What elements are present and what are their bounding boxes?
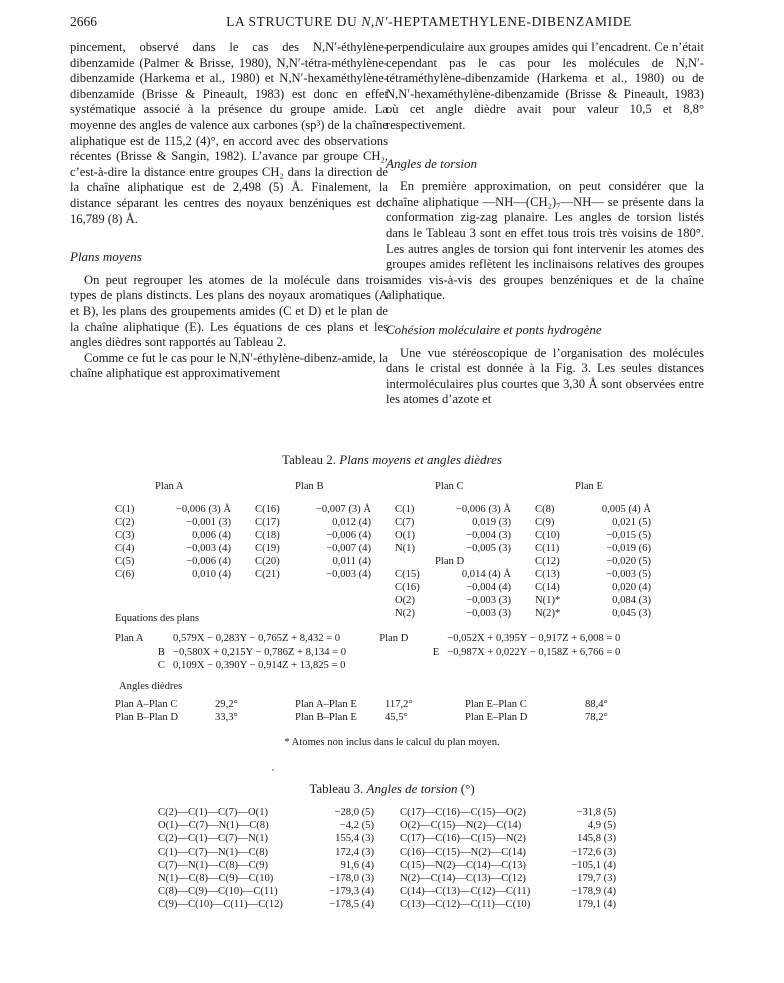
atom-label: O(1) xyxy=(395,530,416,541)
torsion-atoms: C(17)—C(16)—C(15)—N(2) xyxy=(400,833,526,845)
atom-label: N(2)* xyxy=(535,608,561,619)
deviation-row xyxy=(115,529,231,542)
dihedral-label: Plan A–Plan C xyxy=(115,699,178,710)
deviation-value: 0,012 (4) xyxy=(332,517,371,528)
torsion-atoms: C(13)—C(12)—C(11)—C(10) xyxy=(400,899,531,911)
equation-label: Plan A xyxy=(115,633,144,645)
deviation-row xyxy=(535,516,651,529)
torsion-atoms: C(17)—C(16)—C(15)—O(2) xyxy=(400,807,526,818)
deviation-value: −0,004 (3) xyxy=(466,530,511,541)
equation-text: 0,109X − 0,390Y − 0,914Z + 13,825 = 0 xyxy=(173,660,346,672)
deviation-row xyxy=(535,594,651,607)
torsion-value: 145,8 (3) xyxy=(577,833,616,845)
deviation-row xyxy=(115,568,231,581)
table2-caption xyxy=(0,452,784,468)
running-title xyxy=(140,14,718,30)
dihedral-label: Plan B–Plan E xyxy=(295,712,357,723)
atom-label: C(11) xyxy=(535,543,560,554)
atom-label: C(20) xyxy=(255,556,280,567)
equation-label: E xyxy=(432,646,440,658)
equation-text: −0,052X + 0,395Y − 0,917Z + 6,008 = 0 xyxy=(447,633,621,645)
torsion-table-left xyxy=(158,806,374,912)
atom-label: C(12) xyxy=(535,556,560,567)
deviation-row xyxy=(395,529,511,542)
deviation-value: −0,005 (3) xyxy=(466,543,511,554)
deviation-row xyxy=(255,516,371,529)
equation-text: 0,579X − 0,283Y − 0,765Z + 8,432 = 0 xyxy=(173,633,341,645)
title-part: LA STRUCTURE DU xyxy=(226,14,362,29)
atom-label: C(15) xyxy=(395,569,420,580)
atom-label: C(16) xyxy=(255,504,280,515)
deviation-value: −0,003 (3) xyxy=(466,608,511,619)
deviation-value: 0,006 (4) xyxy=(192,530,231,541)
equation-label: Plan D xyxy=(379,633,409,645)
atom-label: C(18) xyxy=(255,530,280,541)
torsion-value: −31,8 (5) xyxy=(576,807,616,818)
deviation-value: −0,015 (5) xyxy=(606,530,651,541)
equation-row xyxy=(115,659,379,672)
paragraph: Comme ce fut le cas pour le N,N′-éthylène-dibenz-amide, la chaîne aliphatique est approximativement xyxy=(70,350,388,381)
equation-row xyxy=(379,632,675,645)
section-heading-plans: Plans moyens xyxy=(70,249,142,265)
deviation-value: −0,006 (4) xyxy=(326,530,371,541)
atom-label: C(14) xyxy=(535,582,560,593)
deviation-row xyxy=(255,555,371,568)
table3-caption xyxy=(0,781,784,797)
torsion-value: 155,4 (3) xyxy=(335,833,374,845)
section-heading-cohesion: Cohésion moléculaire et ponts hydrogène xyxy=(386,321,602,337)
plan-b-heading: Plan B xyxy=(295,481,324,492)
torsion-row xyxy=(158,898,374,911)
dihedral-value: 117,2° xyxy=(385,699,413,710)
atom-label: C(3) xyxy=(115,530,135,541)
deviation-row xyxy=(395,568,511,581)
dihedral-value: 88,4° xyxy=(585,699,608,710)
deviation-row xyxy=(395,581,511,594)
torsion-row xyxy=(158,832,374,845)
torsion-row xyxy=(400,806,616,819)
caption-unit: (°) xyxy=(457,781,475,796)
atom-label: C(17) xyxy=(255,517,280,528)
deviation-value: 0,084 (3) xyxy=(612,595,651,606)
deviation-value: −0,003 (3) xyxy=(466,595,511,606)
deviation-row xyxy=(395,516,511,529)
torsion-atoms: C(9)—C(10)—C(11)—C(12) xyxy=(158,899,283,911)
torsion-row xyxy=(158,859,374,872)
torsion-value: 179,1 (4) xyxy=(577,899,616,911)
deviation-row xyxy=(535,529,651,542)
atom-label: O(2) xyxy=(395,595,416,606)
atom-label: N(1) xyxy=(395,543,416,554)
deviation-value: −0,019 (6) xyxy=(606,543,651,554)
deviation-row xyxy=(535,568,651,581)
deviation-row xyxy=(395,594,511,607)
paragraph: En première approximation, on peut considérer que la chaîne aliphatique —NH—(CH₂)₇—NH— se présente dans la conformation zig-zag planaire. Les angles de torsion listés dans le Tableau 3 sont en effet tous trois très voisins de 180°. Les autres angles de torsion qui font intervenir les atomes des groupes amides reflètent les inclinaisons relatives des groupes amides vis-à-vis des groupes benzéniques et de la chaîne aliphatique. xyxy=(386,179,704,303)
deviation-value: 0,005 (4) Å xyxy=(601,504,651,515)
torsion-value: −178,0 (3) xyxy=(329,873,374,885)
atom-label: C(10) xyxy=(535,530,560,541)
torsion-value: −105,1 (4) xyxy=(571,859,616,871)
deviation-value: −0,006 (3) Å xyxy=(175,504,231,515)
atom-label: N(1)* xyxy=(535,595,561,606)
torsion-atoms: C(8)—C(9)—C(10)—C(11) xyxy=(158,886,278,898)
dihedral-value: 78,2° xyxy=(585,712,608,723)
plan-c-group xyxy=(395,480,511,620)
torsion-row xyxy=(400,846,616,859)
torsion-table-right xyxy=(400,806,616,912)
torsion-atoms: C(14)—C(13)—C(12)—C(11) xyxy=(400,886,531,898)
plan-e-group xyxy=(535,480,651,620)
deviation-row xyxy=(395,503,511,516)
torsion-row xyxy=(158,872,374,885)
torsion-value: −172,6 (3) xyxy=(571,846,616,858)
deviation-row xyxy=(115,542,231,555)
equation-row xyxy=(379,646,675,659)
torsion-row xyxy=(400,819,616,832)
torsion-value: −178,5 (4) xyxy=(329,899,374,911)
atom-label: C(16) xyxy=(395,582,420,593)
deviation-row xyxy=(255,568,371,581)
plan-d-heading: Plan D xyxy=(435,556,465,567)
torsion-atoms: N(2)—C(14)—C(13)—C(12) xyxy=(400,873,526,885)
torsion-value: 4,9 (5) xyxy=(587,820,616,832)
torsion-atoms: N(1)—C(8)—C(9)—C(10) xyxy=(158,873,274,885)
paragraph: pincement, observé dans le cas des N,N′-éthylène-dibenzamide (Palmer & Brisse, 1980), N,N′-tétra-méthylène-dibenzamide (Harkema et al., 1980) et N,N′-hexaméthylène-dibenzamide (Brisse & Pineault, 1983) est donc en effet systématique associé à la présence du groupe amide. La moyenne des angles de valence aux carbones (sp³) de la chaîne aliphatique est de 115,2 (4)°, en accord avec des observations récentes (Brisse & Sangin, 1982). L’avance par groupe CH₂, c’est-à-dire la distance entre groupes CH₂ dans la direction de la chaîne aliphatique est de 2,498 (5) Å. Finalement, la distance séparant les centres des noyaux benzéniques est de 16,789 (8) Å. xyxy=(70,40,388,226)
atom-label: C(7) xyxy=(395,517,415,528)
equation-text: −0,987X + 0,022Y − 0,158Z + 6,766 = 0 xyxy=(447,646,621,658)
torsion-atoms: O(1)—C(7)—N(1)—C(8) xyxy=(158,820,269,832)
deviation-value: −0,003 (4) xyxy=(326,569,371,580)
deviation-value: 0,021 (5) xyxy=(612,517,651,528)
paragraph: Une vue stéréoscopique de l’organisation des molécules dans le cristal est donnée à la Fig. 3. Les seules distances intermoléculaires plus courtes que 3,30 Å sont observées entre les atomes d’azote et xyxy=(386,345,704,407)
torsion-row xyxy=(400,898,616,911)
torsion-value: −179,3 (4) xyxy=(329,886,374,898)
deviation-value: 0,011 (4) xyxy=(332,556,371,567)
equation-row xyxy=(115,632,379,645)
atom-label: C(6) xyxy=(115,569,135,580)
atom-label: C(2) xyxy=(115,517,135,528)
deviation-value: −0,020 (5) xyxy=(606,556,651,567)
deviation-value: 0,020 (4) xyxy=(612,582,651,593)
deviation-row xyxy=(535,542,651,555)
deviation-value: 0,010 (4) xyxy=(192,569,231,580)
torsion-row xyxy=(400,885,616,898)
atom-label: N(2) xyxy=(395,608,416,619)
torsion-value: −178,9 (4) xyxy=(571,886,616,898)
atom-label: C(13) xyxy=(535,569,560,580)
deviation-value: −0,001 (3) xyxy=(186,517,231,528)
dihedral-value: 29,2° xyxy=(215,699,238,710)
table2-footnote: * Atomes non inclus dans le calcul du plan moyen. xyxy=(284,737,500,748)
torsion-row xyxy=(158,885,374,898)
deviation-row xyxy=(115,516,231,529)
dihedral-value: 45,5° xyxy=(385,712,408,723)
caption-label: Tableau 3. xyxy=(309,781,367,796)
title-italic: N,N′ xyxy=(361,14,389,29)
page-number: 2666 xyxy=(70,14,97,29)
section-heading-torsion: Angles de torsion xyxy=(386,155,477,171)
equations-title: Equations des plans xyxy=(115,613,200,624)
title-rest: -HEPTAMETHYLENE-DIBENZAMIDE xyxy=(388,14,632,29)
plan-e-heading: Plan E xyxy=(575,481,603,492)
deviation-value: −0,007 (3) Å xyxy=(315,504,371,515)
paragraph: On peut regrouper les atomes de la molécule dans trois types de plans distincts. Les plans des noyaux aromatiques (A et B), les plans des groupements amides (C et D) et le plan de la chaîne aliphatique (E). Les équations de ces plans et les angles dièdres sont rapportés au Tableau 2. xyxy=(70,272,388,350)
deviation-row xyxy=(535,581,651,594)
deviation-value: −0,006 (4) xyxy=(186,556,231,567)
deviation-value: 0,014 (4) Å xyxy=(461,569,511,580)
torsion-atoms: O(2)—C(15)—N(2)—C(14) xyxy=(400,820,522,832)
torsion-value: −28,0 (5) xyxy=(334,807,374,818)
equation-text: −0,580X + 0,215Y − 0,786Z + 8,134 = 0 xyxy=(173,646,347,658)
deviation-row xyxy=(535,503,651,516)
left-column xyxy=(70,40,388,382)
paragraph: perpendiculaire aux groupes amides qui l’encadrent. Ce n’était cependant pas le cas pour les molécules de N,N′-tétraméthylène-dibenzamide (Harkema et al., 1980) ou de N,N′-hexaméthylène-dibenzamide (Brisse & Pineault, 1983) où cet angle dièdre avait pour valeur 10,5 et 8,8° respectivement. xyxy=(386,40,704,132)
torsion-atoms: C(16)—C(15)—N(2)—C(14) xyxy=(400,846,526,858)
dihedral-label: Plan B–Plan D xyxy=(115,712,178,723)
atom-label: C(5) xyxy=(115,556,135,567)
caption-title: Plans moyens et angles dièdres xyxy=(339,452,502,467)
deviation-value: −0,006 (3) Å xyxy=(455,504,511,515)
deviation-row xyxy=(115,503,231,516)
atom-label: C(1) xyxy=(115,504,135,515)
torsion-value: −4,2 (5) xyxy=(339,820,374,832)
angles-title: Angles dièdres xyxy=(119,681,183,692)
dihedral-label: Plan E–Plan C xyxy=(465,699,527,710)
torsion-atoms: C(7)—N(1)—C(8)—C(9) xyxy=(158,859,269,871)
equation-label: B xyxy=(157,646,165,658)
plan-a-group xyxy=(115,480,231,581)
torsion-value: 91,6 (4) xyxy=(340,859,374,871)
plane-equations xyxy=(115,612,675,673)
torsion-value: 179,7 (3) xyxy=(577,873,616,885)
equation-row xyxy=(115,646,379,659)
torsion-row xyxy=(158,846,374,859)
torsion-atoms: C(2)—C(1)—C(7)—O(1) xyxy=(158,807,269,818)
dihedral-value: 33,3° xyxy=(215,712,238,723)
atom-label: C(9) xyxy=(535,517,555,528)
deviation-value: −0,007 (4) xyxy=(326,543,371,554)
deviation-row xyxy=(535,555,651,568)
deviation-row xyxy=(115,555,231,568)
right-column xyxy=(386,40,704,408)
caption-title: Angles de torsion xyxy=(366,781,458,796)
plan-a-heading: Plan A xyxy=(155,481,184,492)
dihedral-label: Plan E–Plan D xyxy=(465,712,528,723)
deviation-value: 0,019 (3) xyxy=(472,517,511,528)
atom-label: C(8) xyxy=(535,504,555,515)
torsion-row xyxy=(400,859,616,872)
deviation-value: −0,003 (5) xyxy=(606,569,651,580)
equation-label: C xyxy=(157,660,165,672)
deviation-row xyxy=(255,529,371,542)
torsion-row xyxy=(158,806,374,819)
deviation-row xyxy=(395,542,511,555)
caption-label: Tableau 2. xyxy=(282,452,340,467)
atom-label: C(1) xyxy=(395,504,415,515)
torsion-row xyxy=(400,832,616,845)
deviation-value: 0,045 (3) xyxy=(612,608,651,619)
torsion-atoms: C(1)—C(7)—N(1)—C(8) xyxy=(158,846,269,858)
atom-label: C(4) xyxy=(115,543,135,554)
speck xyxy=(272,769,274,771)
deviation-row xyxy=(255,503,371,516)
deviation-row xyxy=(255,542,371,555)
plan-c-heading: Plan C xyxy=(435,481,464,492)
torsion-value: 172,4 (3) xyxy=(335,846,374,858)
atom-label: C(19) xyxy=(255,543,280,554)
plan-b-group xyxy=(255,480,371,581)
torsion-atoms: C(2)—C(1)—C(7)—N(1) xyxy=(158,833,269,845)
torsion-row xyxy=(158,819,374,832)
deviation-value: −0,003 (4) xyxy=(186,543,231,554)
torsion-atoms: C(15)—N(2)—C(14)—C(13) xyxy=(400,859,526,871)
dihedral-label: Plan A–Plan E xyxy=(295,699,357,710)
atom-label: C(21) xyxy=(255,569,280,580)
running-header xyxy=(70,14,718,34)
torsion-row xyxy=(400,872,616,885)
deviation-value: −0,004 (4) xyxy=(466,582,511,593)
